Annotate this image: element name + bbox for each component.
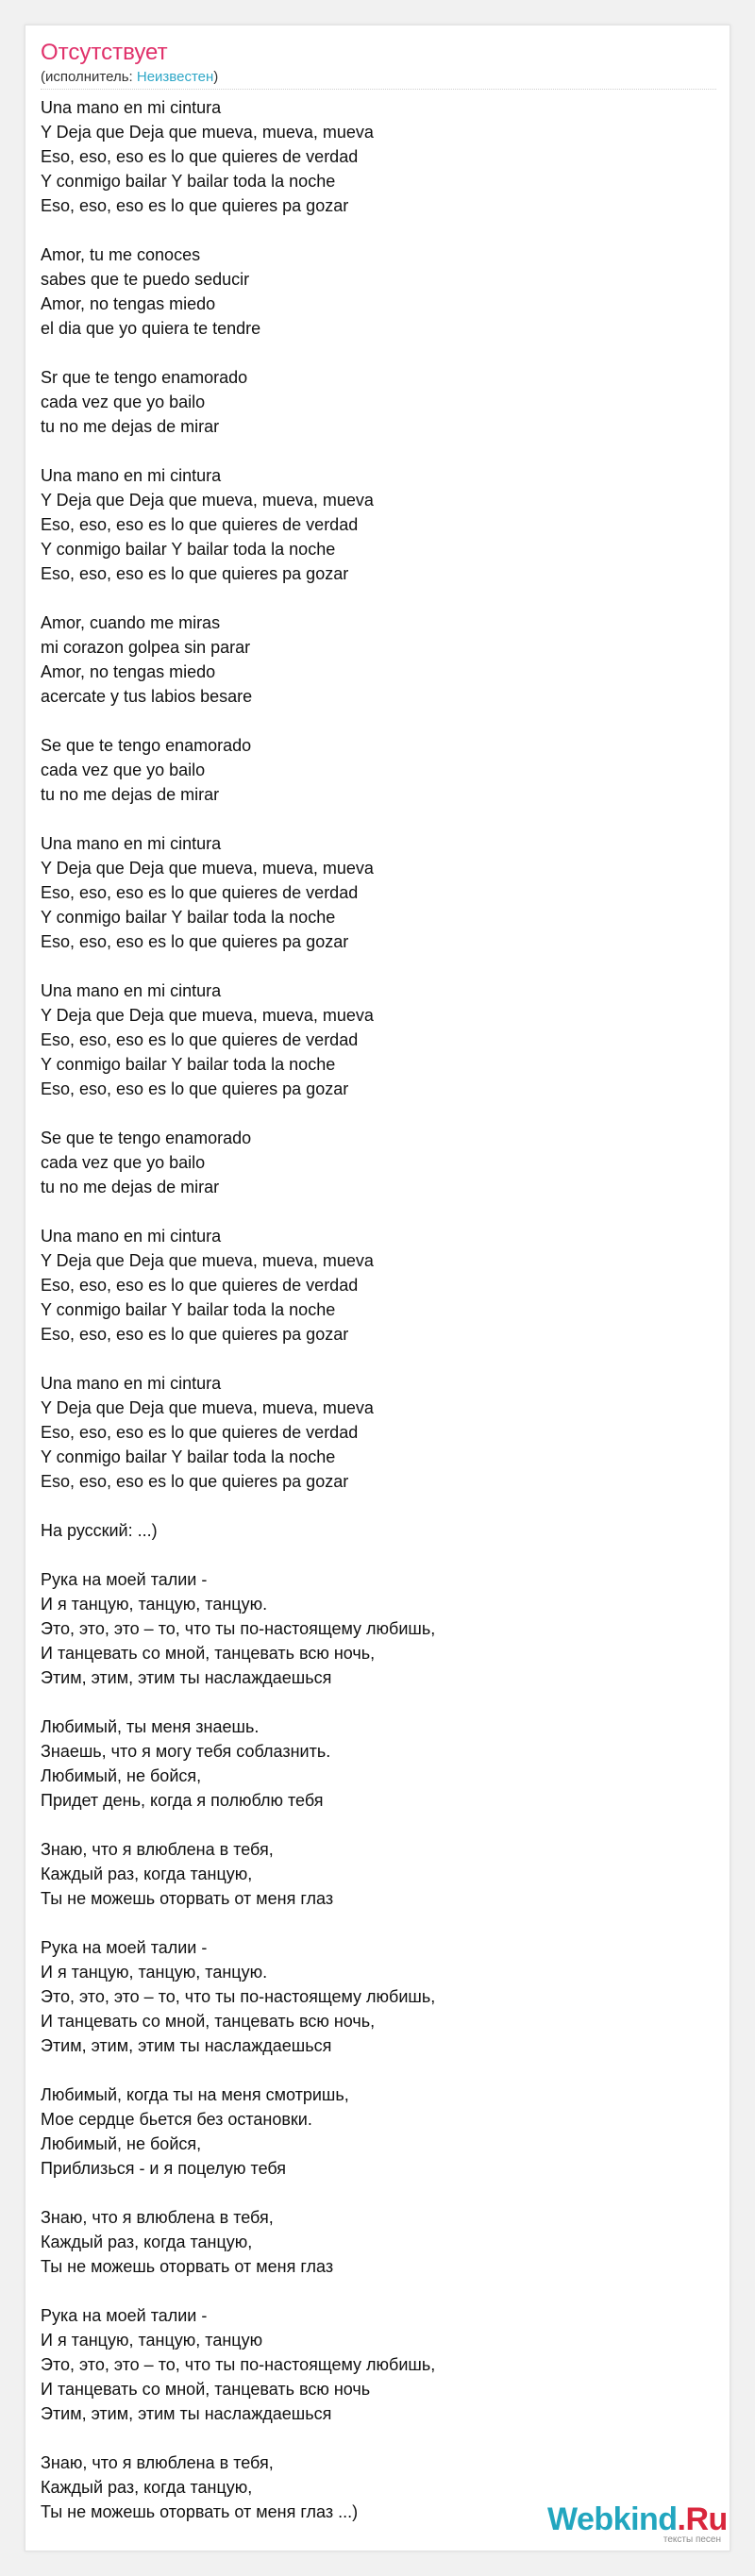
title-divider	[41, 89, 716, 90]
performer-link[interactable]: Неизвестен	[136, 69, 214, 85]
logo-suffix-text: .Ru	[677, 2501, 728, 2537]
performer-line	[41, 68, 218, 87]
performer-close: )	[213, 69, 219, 85]
performer-label: (исполнитель:	[41, 69, 137, 85]
logo-wordmark	[547, 2501, 727, 2537]
lyrics-text: Una mano en mi cintura Y Deja que Deja que mueva, mueva, mueva Eso, eso, eso es lo que quieres de verdad Y conmigo bailar Y bailar toda la noche Eso, eso, eso es lo que quieres pa gozar Amor, tu me conoces sabes que te puedo seducir Amor, no tengas miedo el dia que yo quiera te tendre Sr que te tengo enamorado cada vez que yo bailo tu no me dejas de mirar Una mano en mi cintura Y Deja que Deja que mueva, mueva, mueva Eso, eso, eso es lo que quieres de verdad Y conmigo bailar Y bailar toda la noche Eso, eso, eso es lo que quieres pa gozar Amor, cuando me miras mi corazon golpea sin parar Amor, no tengas miedo acercate y tus labios besare Se que te tengo enamorado cada vez que yo bailo tu no me dejas de mirar Una mano en mi cintura Y Deja que Deja que mueva, mueva, mueva Eso, eso, eso es lo que quieres de verdad Y conmigo bailar Y bailar toda la noche Eso, eso, eso es lo que quieres pa gozar Una mano en mi cintura Y Deja que Deja que mueva, mueva, mueva Eso, eso, eso es lo que quieres de verdad Y conmigo bailar Y bailar toda la noche Eso, eso, eso es lo que quieres pa gozar Se que te tengo enamorado cada vez que yo bailo tu no me dejas de mirar Una mano en mi cintura Y Deja que Deja que mueva, mueva, mueva Eso, eso, eso es lo que quieres de verdad Y conmigo bailar Y bailar toda la noche Eso, eso, eso es lo que quieres pa gozar Una mano en mi cintura Y Deja que Deja que mueva, mueva, mueva Eso, eso, eso es lo que quieres de verdad Y conmigo bailar Y bailar toda la noche Eso, eso, eso es lo que quieres pa gozar На русский: ...) Рука на моей талии - И я танцую, танцую, танцую. Это, это, это – то, что ты по-настоящему любишь, И танцевать со мной, танцевать всю ночь, Этим, этим, этим ты наслаждаешься Любимый, ты меня знаешь. Знаешь, что я могу тебя соблазнить. Любимый, не бойся, Придет день, когда я полюблю тебя Знаю, что я влюблена в тебя, Каждый раз, когда танцую, Ты не можешь оторвать от меня глаз Рука на моей талии - И я танцую, танцую, танцую. Это, это, это – то, что ты по-настоящему любишь, И танцевать со мной, танцевать всю ночь, Этим, этим, этим ты наслаждаешься Любимый, когда ты на меня смотришь, Мое сердце бьется без остановки. Любимый, не бойся, Приблизься - и я поцелую тебя Знаю, что я влюблена в тебя, Каждый раз, когда танцую, Ты не можешь оторвать от меня глаз Рука на моей талии - И я танцую, танцую, танцую Это, это, это – то, что ты по-настоящему любишь, И танцевать со мной, танцевать всю ночь Этим, этим, этим ты наслаждаешься Знаю, что я влюблена в тебя, Каждый раз, когда танцую, Ты не можешь оторвать от меня глаз ...)	[41, 98, 436, 2521]
webkind-logo[interactable]	[547, 2501, 727, 2545]
logo-main-text: Webkind	[547, 2501, 678, 2537]
logo-tagline: тексты песен	[663, 2534, 721, 2545]
page-title: Отсутствует	[41, 40, 168, 65]
lyrics-card	[25, 25, 730, 2551]
